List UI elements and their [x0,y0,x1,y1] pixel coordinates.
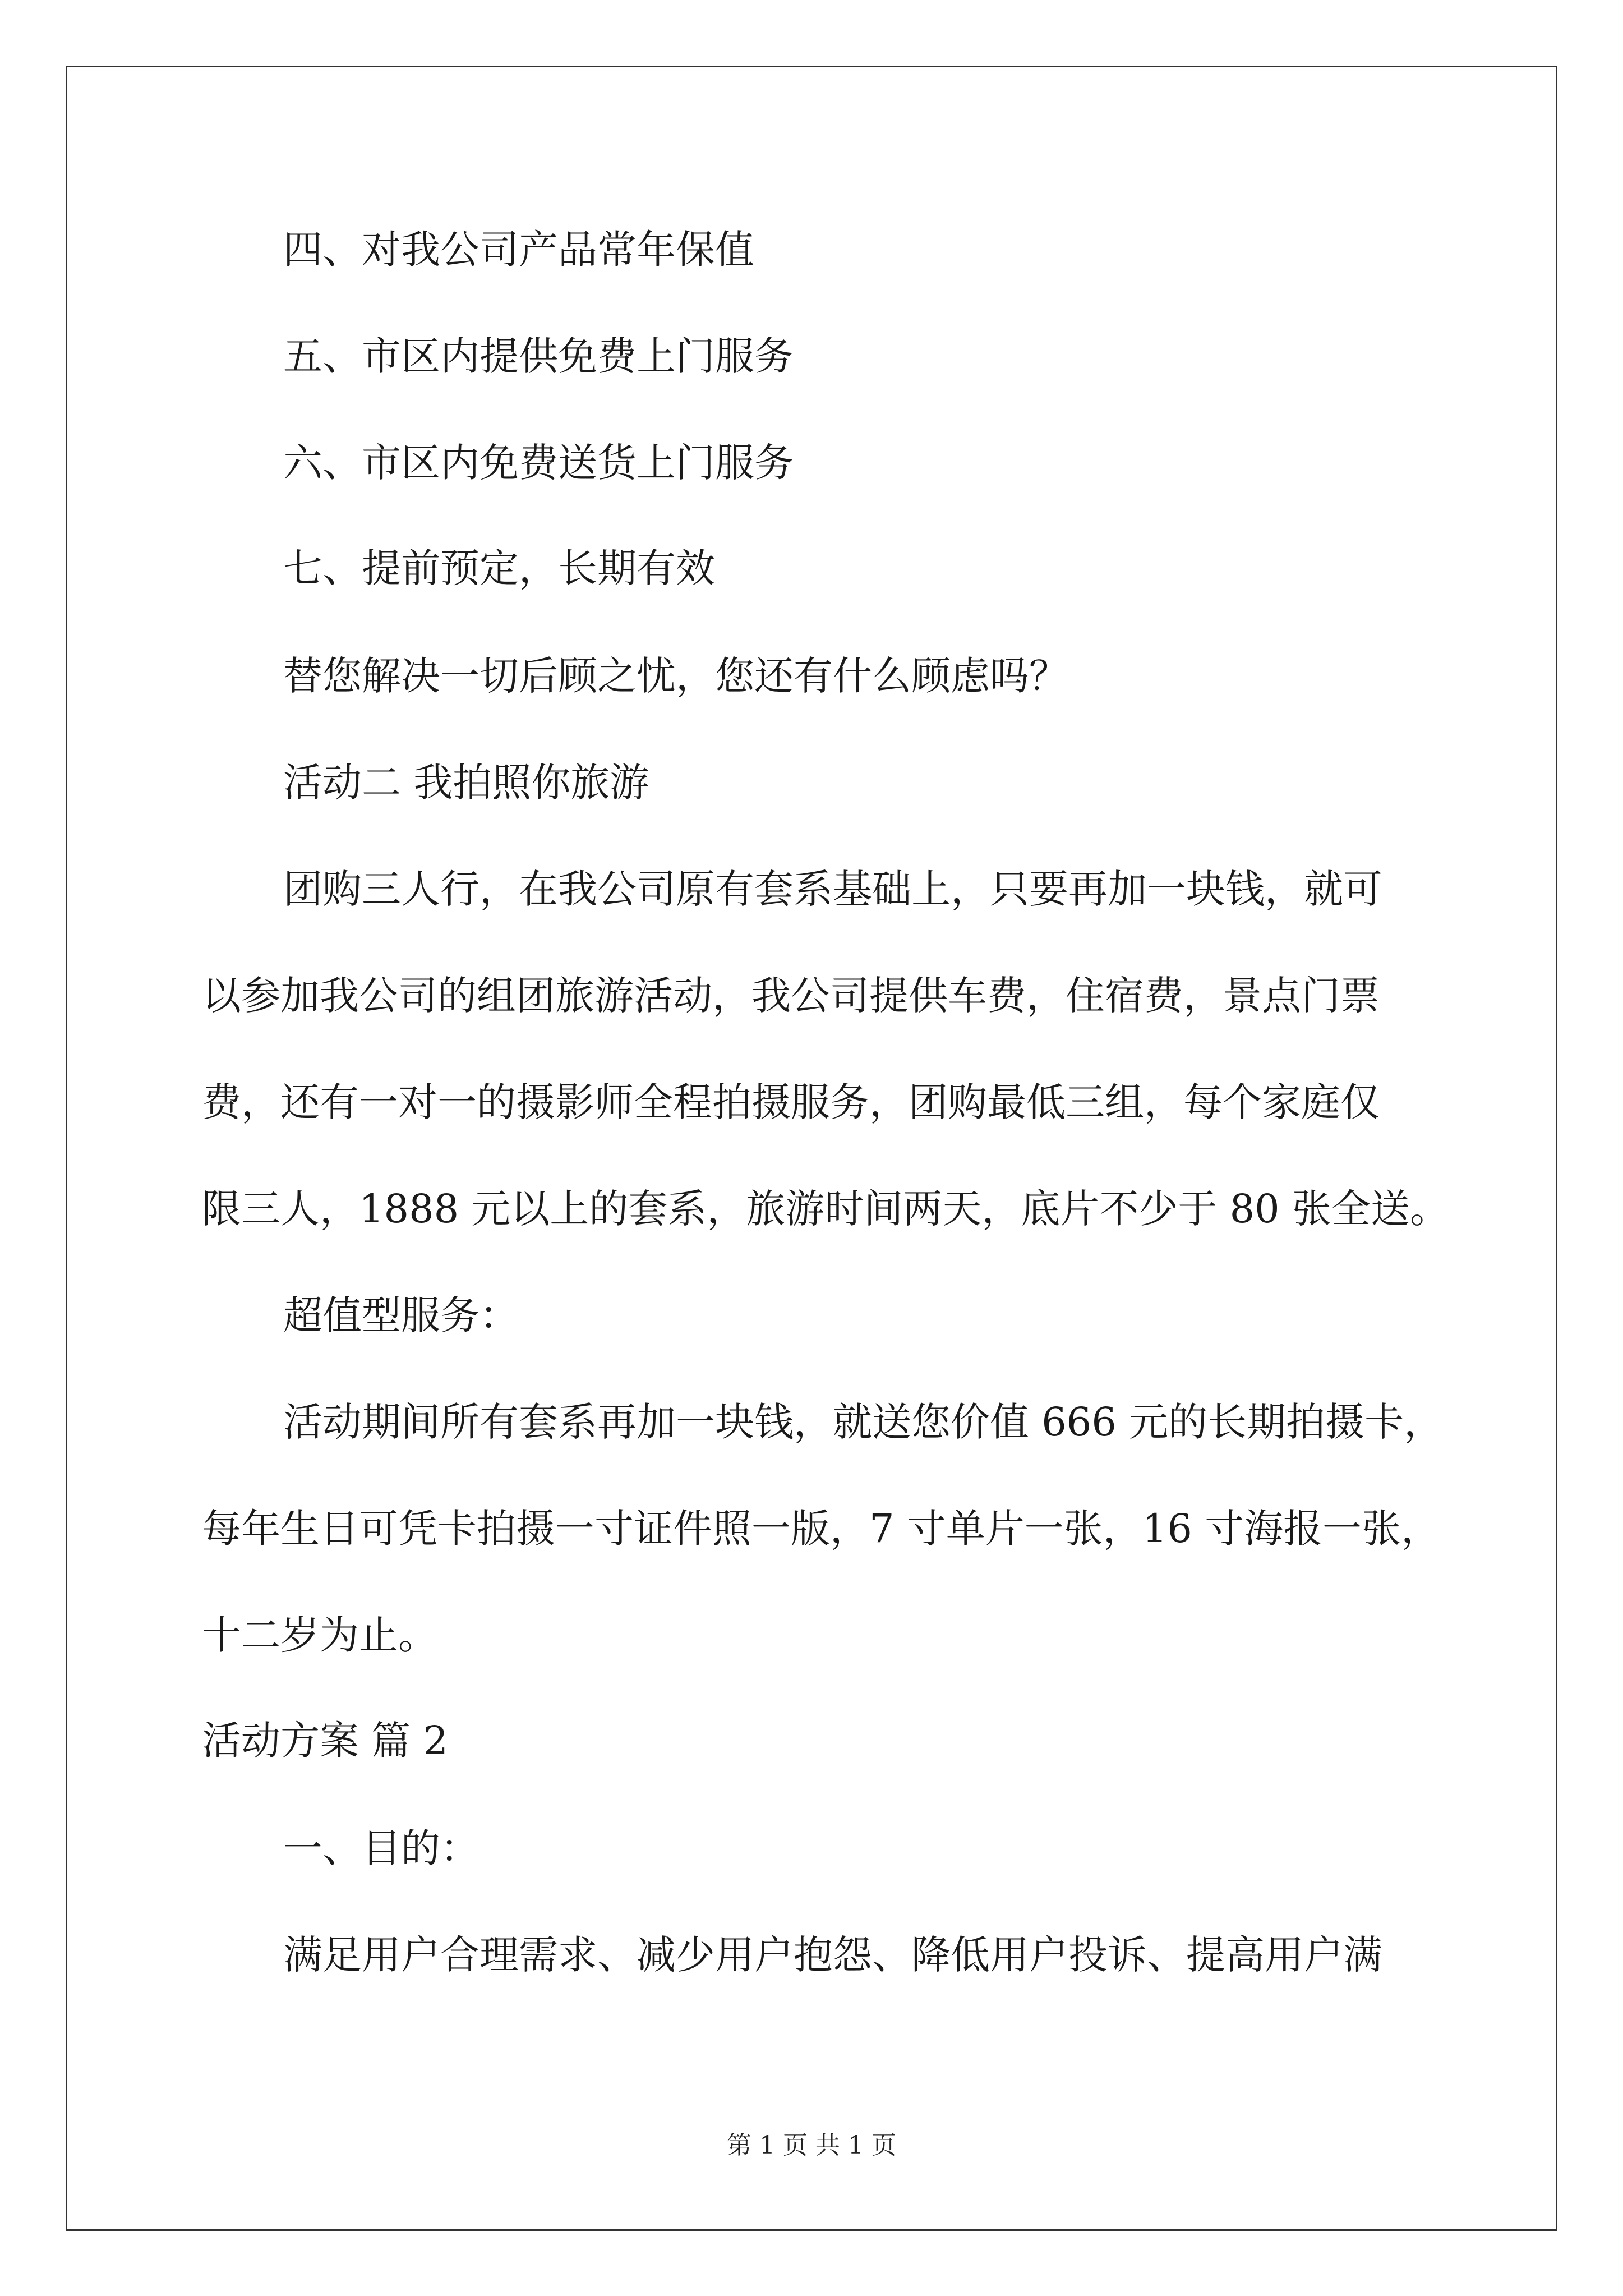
paragraph-line: 满足用户合理需求、减少用户抱怨、降低用户投诉、提高用户满 [283,1932,1382,1978]
paragraph-line: 四、对我公司产品常年保值 [283,227,754,273]
paragraph-line: 五、市区内提供免费上门服务 [283,333,794,379]
paragraph-line: 六、市区内免费送货上门服务 [283,440,794,486]
paragraph-line: 团购三人行，在我公司原有套系基础上，只要再加一块钱，就可 [283,866,1382,912]
paragraph-line: 费，还有一对一的摄影师全程拍摄服务，团购最低三组，每个家庭仅 [202,1079,1380,1125]
paragraph-line: 超值型服务： [283,1292,519,1338]
paragraph-line: 限三人，1888 元以上的套系，旅游时间两天，底片不少于 80 张全送。 [202,1186,1449,1232]
paragraph-line: 十二岁为止。 [202,1612,437,1658]
paragraph-line: 以参加我公司的组团旅游活动，我公司提供车费，住宿费，景点门票 [202,973,1380,1019]
page-footer: 第 1 页 共 1 页 [727,2131,896,2160]
section-heading: 活动二 我拍照你旅游 [283,760,649,806]
paragraph-line: 替您解决一切后顾之忧，您还有什么顾虑吗？ [283,653,1068,699]
section-title: 活动方案 篇 2 [202,1718,449,1764]
page-border [66,66,1557,2231]
paragraph-line: 活动期间所有套系再加一块钱，就送您价值 666 元的长期拍摄卡， [283,1399,1444,1445]
paragraph-line: 每年生日可凭卡拍摄一寸证件照一版，7 寸单片一张，16 寸海报一张， [202,1506,1441,1552]
paragraph-line: 一、目的： [283,1825,479,1871]
paragraph-line: 七、提前预定，长期有效 [283,545,715,591]
